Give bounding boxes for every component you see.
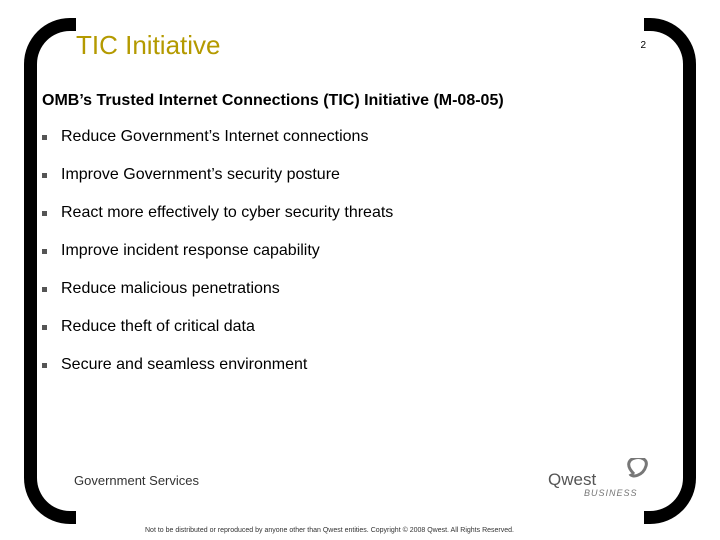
footer-organization: Government Services: [74, 473, 199, 488]
qwest-swoosh-icon: [629, 458, 647, 476]
bullet-text: Improve incident response capability: [61, 242, 320, 259]
bullet-square-icon: [42, 287, 47, 292]
bullet-square-icon: [42, 363, 47, 368]
bullet-item: [42, 204, 393, 242]
bullet-square-icon: [42, 211, 47, 216]
bullet-list: [42, 128, 393, 394]
bullet-square-icon: [42, 173, 47, 178]
bullet-item: [42, 356, 393, 394]
bullet-text: Reduce malicious penetrations: [61, 280, 280, 297]
slide-title: TIC Initiative: [76, 30, 221, 60]
bullet-square-icon: [42, 249, 47, 254]
logo-tagline: BUSINESS: [584, 488, 638, 498]
bullet-square-icon: [42, 325, 47, 330]
page-number: 2: [640, 40, 646, 51]
copyright-notice: Not to be distributed or reproduced by anyone other than Qwest entities. Copyright © 2008 Qwest. All Rights Reserved.: [145, 527, 514, 534]
bullet-item: [42, 280, 393, 318]
bullet-item: [42, 128, 393, 166]
bullet-text: Reduce theft of critical data: [61, 318, 255, 335]
bullet-item: [42, 166, 393, 204]
bullet-text: Improve Government’s security posture: [61, 166, 340, 183]
bullet-square-icon: [42, 135, 47, 140]
right-frame-bracket: [644, 18, 696, 524]
logo-brand: Qwest: [548, 470, 597, 489]
slide-subtitle: OMB’s Trusted Internet Connections (TIC) Initiative (M-08-05): [42, 92, 504, 109]
bullet-text: Secure and seamless environment: [61, 356, 308, 373]
bullet-item: [42, 242, 393, 280]
qwest-logo: [546, 458, 652, 498]
bullet-item: [42, 318, 393, 356]
bullet-text: Reduce Government’s Internet connections: [61, 128, 369, 145]
bullet-text: React more effectively to cyber security threats: [61, 204, 394, 221]
